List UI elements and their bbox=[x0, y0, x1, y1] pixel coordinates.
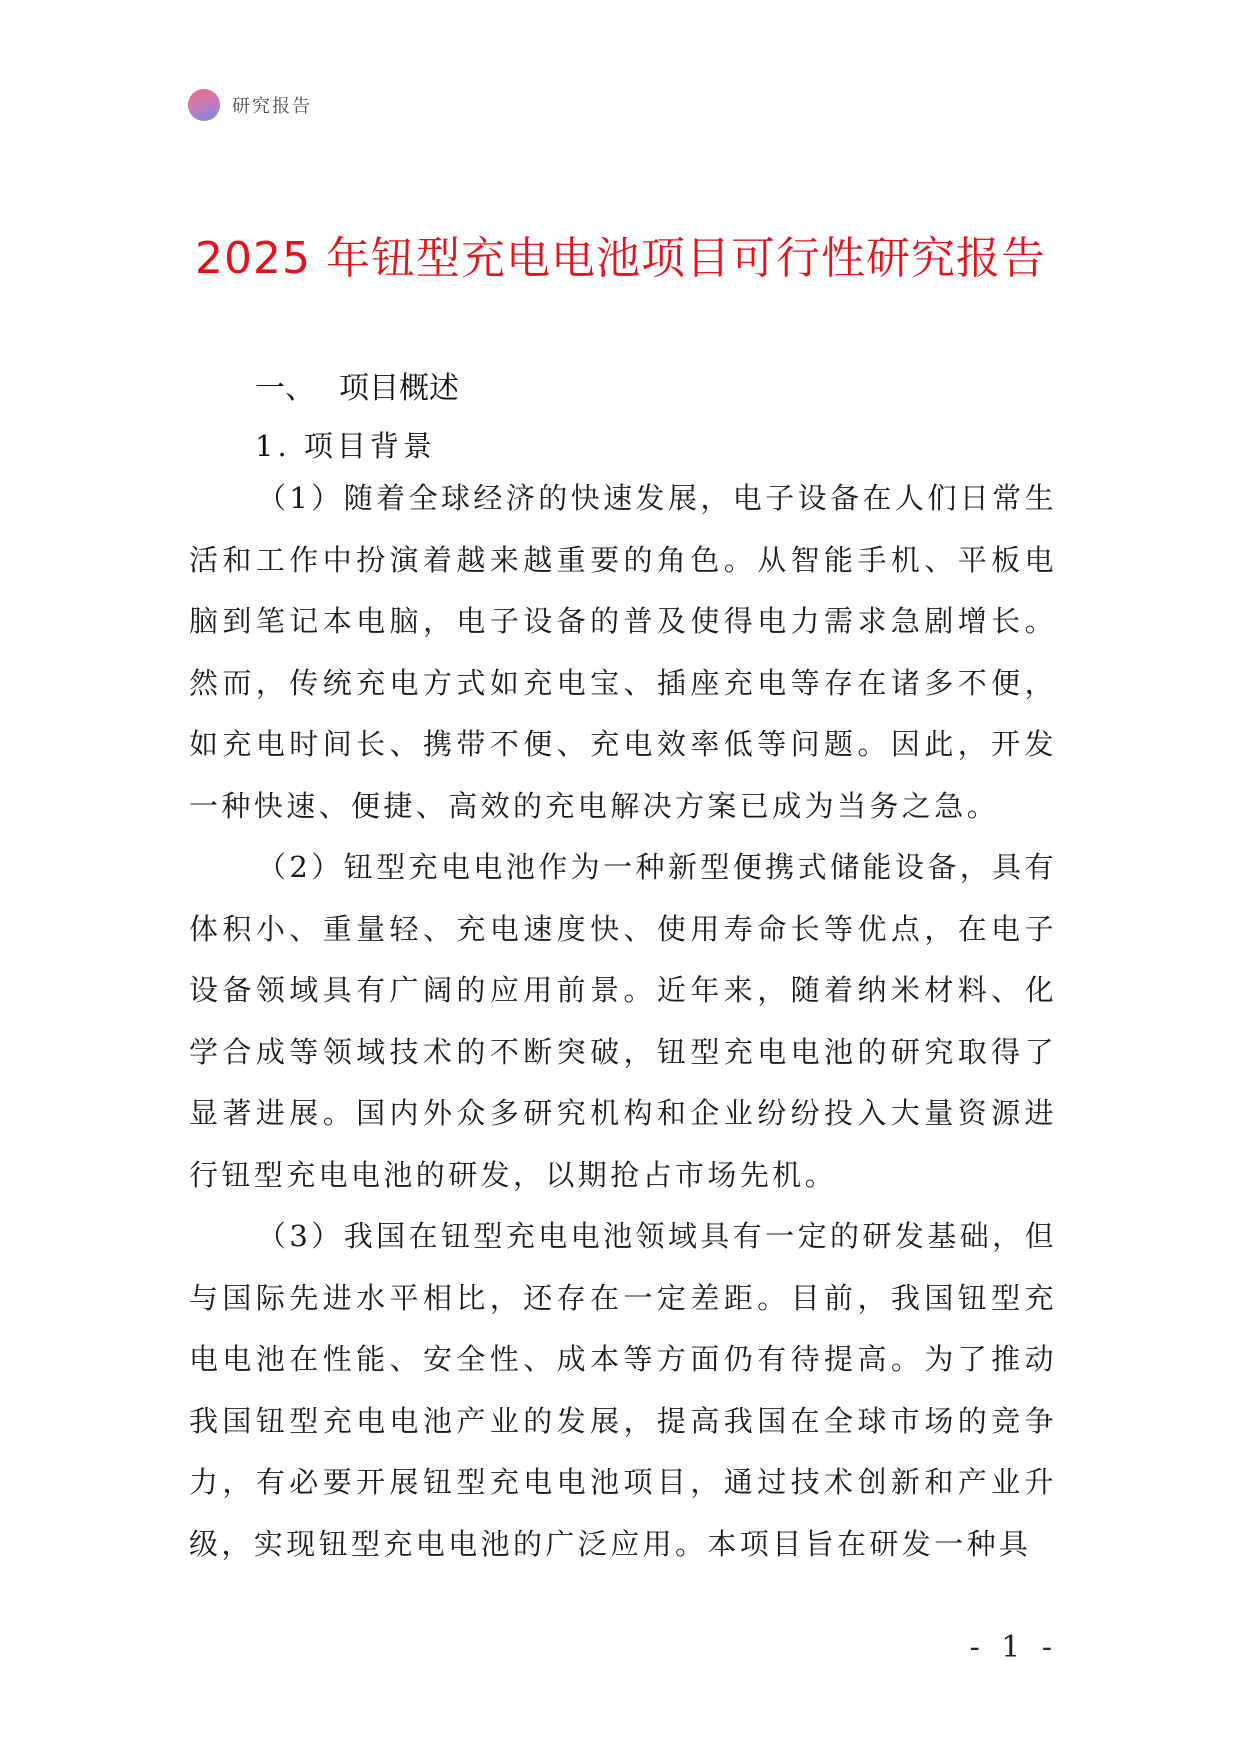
document-title: 2025 年钮型充电电池项目可行性研究报告 bbox=[195, 233, 1046, 284]
logo-circle-icon bbox=[188, 89, 220, 121]
body-text bbox=[189, 468, 1057, 1575]
paragraph-3: （3）我国在钮型充电电池领域具有一定的研发基础，但与国际先进水平相比，还存在一定差距。目前，我国钮型充电电池在性能、安全性、成本等方面仍有待提高。为了推动我国钮型充电电池产业的发展，提高我国在全球市场的竞争力，有必要开展钮型充电电池项目，通过技术创新和产业升级，实现钮型充电电池的广泛应用。本项目旨在研发一种具 bbox=[189, 1219, 1057, 1561]
header-label: 研究报告 bbox=[232, 96, 312, 117]
section-heading bbox=[255, 363, 459, 407]
section-number: 一、 bbox=[255, 371, 315, 406]
paragraph-1: （1）随着全球经济的快速发展，电子设备在人们日常生活和工作中扮演着越来越重要的角色。从智能手机、平板电脑到笔记本电脑，电子设备的普及使得电力需求急剧增长。然而，传统充电方式如充电宝、插座充电等存在诸多不便，如充电时间长、携带不便、充电效率低等问题。因此，开发一种快速、便捷、高效的充电解决方案已成为当务之急。 bbox=[189, 481, 1057, 823]
section-title: 项目概述 bbox=[339, 371, 459, 406]
subsection-heading: 1. 项目背景 bbox=[255, 429, 436, 463]
page-number: - 1 - bbox=[969, 1630, 1058, 1665]
page-header bbox=[188, 89, 312, 121]
paragraph-2: （2）钮型充电电池作为一种新型便携式储能设备，具有体积小、重量轻、充电速度快、使用寿命长等优点，在电子设备领域具有广阔的应用前景。近年来，随着纳米材料、化学合成等领域技术的不断突破，钮型充电电池的研究取得了显著进展。国内外众多研究机构和企业纷纷投入大量资源进行钮型充电电池的研发，以期抢占市场先机。 bbox=[189, 850, 1057, 1192]
